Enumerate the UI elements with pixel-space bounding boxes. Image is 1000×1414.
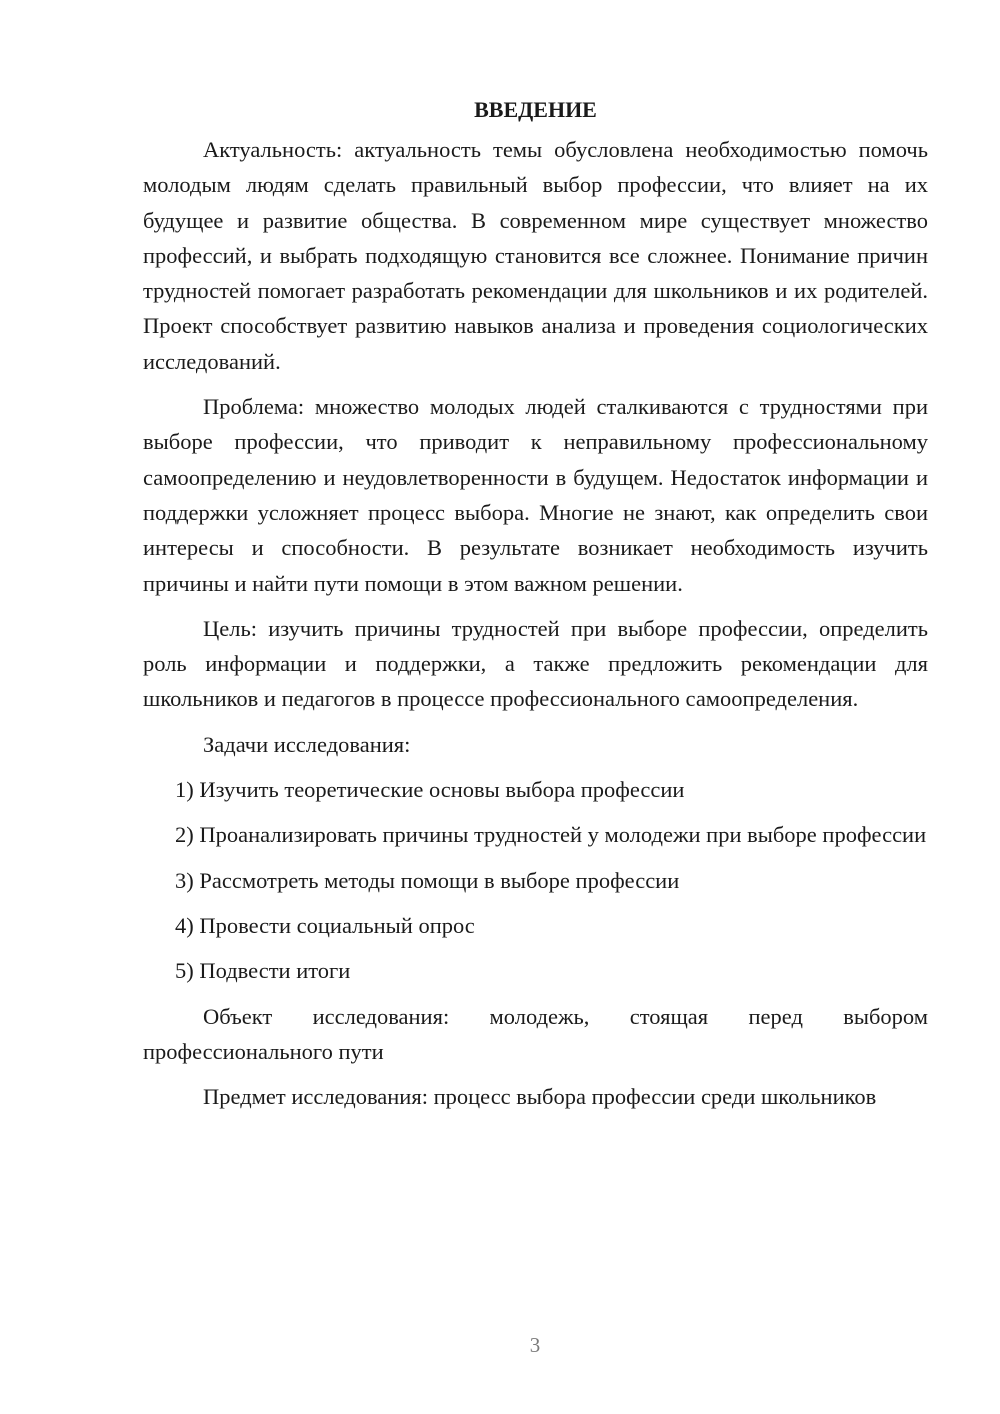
- page-number: 3: [529, 1333, 541, 1357]
- task-item-5: 5) Подвести итоги: [175, 958, 351, 984]
- task-item-1: 1) Изучить теоретические основы выбора профессии: [175, 777, 685, 803]
- subject-paragraph: Предмет исследования: процесс выбора профессии среди школьников: [203, 1084, 877, 1110]
- task-item-4: 4) Провести социальный опрос: [175, 912, 475, 938]
- goal-paragraph: Цель: изучить причины трудностей при выборе профессии, определить роль информации и поддержки, а также предложить рекомендации для школьников и педагогов в процессе профессионального самоопределения.: [143, 615, 928, 712]
- section-heading: ВВЕДЕНИЕ: [474, 97, 597, 122]
- task-item-2: 2) Проанализировать причины трудностей у молодежи при выборе профессии: [175, 822, 927, 848]
- tasks-title: Задачи исследования:: [203, 731, 411, 757]
- problem-paragraph: Проблема: множество молодых людей сталкиваются с трудностями при выборе профессии, что приводит к неправильному профессиональному самоопределению и неудовлетворенности в будущем. Недостаток информации и поддержки усложняет процесс выбора. Многие не знают, как определить свои интересы и способности. В результате возникает необходимость изучить причины и найти пути помощи в этом важном решении.: [143, 394, 928, 596]
- task-item-3: 3) Рассмотреть методы помощи в выборе профессии: [175, 867, 680, 893]
- document-page: [143, 92, 928, 1124]
- object-paragraph: Объект исследования: молодежь, стоящая перед выбором профессионального пути: [143, 1003, 928, 1064]
- relevance-paragraph: Актуальность: актуальность темы обусловлена необходимостью помочь молодым людям сделать правильный выбор профессии, что влияет на их будущее и развитие общества. В современном мире существует множество профессий, и выбрать подходящую становится все сложнее. Понимание причин трудностей помогает разработать рекомендации для школьников и их родителей. Проект способствует развитию навыков анализа и проведения социологических исследований.: [143, 137, 928, 374]
